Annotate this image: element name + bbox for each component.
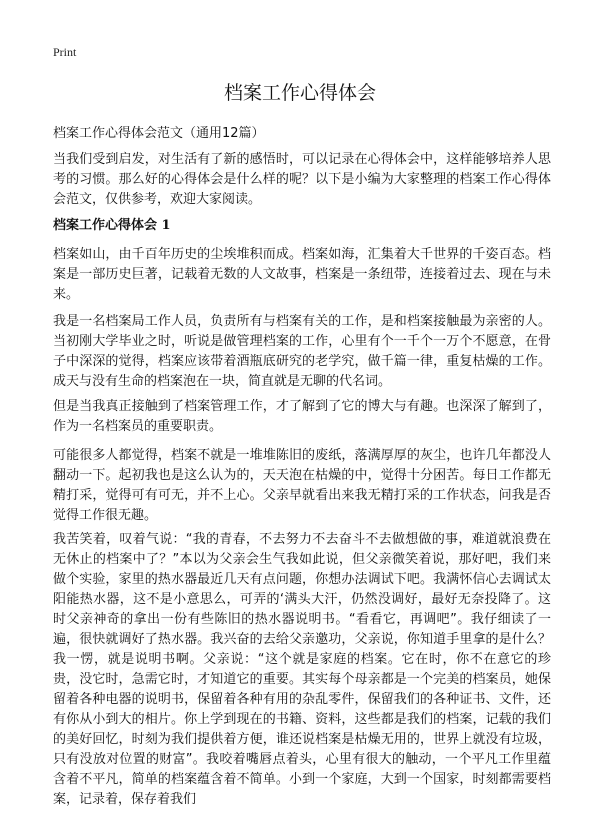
subtitle: 档案工作心得体会范文（通用12篇） xyxy=(53,126,265,141)
body-paragraph: 档案如山，由千百年历史的尘埃堆积而成。档案如海，汇集着大千世界的千姿百态。档案是一部历史巨著，记载着无数的人文故事，档案是一条纽带，连接着过去、现在与未来。 xyxy=(53,247,551,302)
body-paragraph: 我苦笑着，叹着气说：“我的青春，不去努力不去奋斗不去做想做的事，难道就浪费在无休止的档案中了？”本以为父亲会生气我如此说，但父亲微笑着说，那好吧，我们来做个实验，家里的热水器最近几天有点问题，你想办法调试下吧。我满怀信心去调试太阳能热水器，这不是小意思么，可弄的‘满头大汗，仍然没调好，最好无奈投降了。这时父亲神奇的拿出一份有些陈旧的热水器说明书。“看看它，再调吧”。我仔细读了一遍，很快就调好了热水器。我兴奋的去给父亲邀功，父亲说，你知道手里拿的是什么？我一愣，就是说明书啊。父亲说：“这个就是家庭的档案。它在时，你不在意它的珍贵，没它时，急需它时，才知道它的重要。其实每个母亲都是一个完美的档案员，她保留着各种电器的说明书，保留着各种有用的杂乱零件，保留我们的各种证书、文件，还有你从小到大的相片。你上学到现在的书籍、资料，这些都是我们的档案，记载的我们的美好回忆，时刻为我们提供着方便，谁还说档案是枯燥无用的，世界上就没有垃圾，只有没放对位置的财富”。我咬着嘴唇点着头，心里有很大的触动，一个平凡工作里蕴含着不平凡，简单的档案蕴含着不简单。小到一个家庭，大到一个国家，时刻都需要档案，记录着，保存着我们 xyxy=(53,532,551,807)
body-paragraph: 我是一名档案局工作人员，负责所有与档案有关的工作，是和档案接触最为亲密的人。当初刚大学毕业之时，听说是做管理档案的工作，心里有个一千个一万个不愿意，在骨子中深深的觉得，档案应该带着酒瓶底研究的老学究，做千篇一律，重复枯燥的工作。成天与没有生命的档案泡在一块，简直就是无聊的代名词。 xyxy=(53,314,551,389)
intro-paragraph: 当我们受到启发，对生活有了新的感悟时，可以记录在心得体会中，这样能够培养人思考的习惯。那么好的心得体会是什么样的呢？以下是小编为大家整理的档案工作心得体会范文，仅供参考，欢迎大家阅读。 xyxy=(53,152,551,207)
body-paragraph: 但是当我真正接触到了档案管理工作，才了解到了它的博大与有趣。也深深了解到了，作为一名档案员的重要职责。 xyxy=(53,399,551,434)
page-title: 档案工作心得体会 xyxy=(223,82,376,104)
print-link[interactable]: Print xyxy=(53,45,77,59)
section-heading: 档案工作心得体会 1 xyxy=(53,218,171,233)
body-paragraph: 可能很多人都觉得，档案不就是一堆堆陈旧的废纸，落满厚厚的灰尘，也许几年都没人翻动一下。起初我也是这么认为的，天天泡在枯燥的中，觉得十分困苦。每日工作都无精打采，觉得可有可无，并不上心。父亲早就看出来我无精打采的工作状态，问我是否觉得工作很无趣。 xyxy=(53,448,551,523)
